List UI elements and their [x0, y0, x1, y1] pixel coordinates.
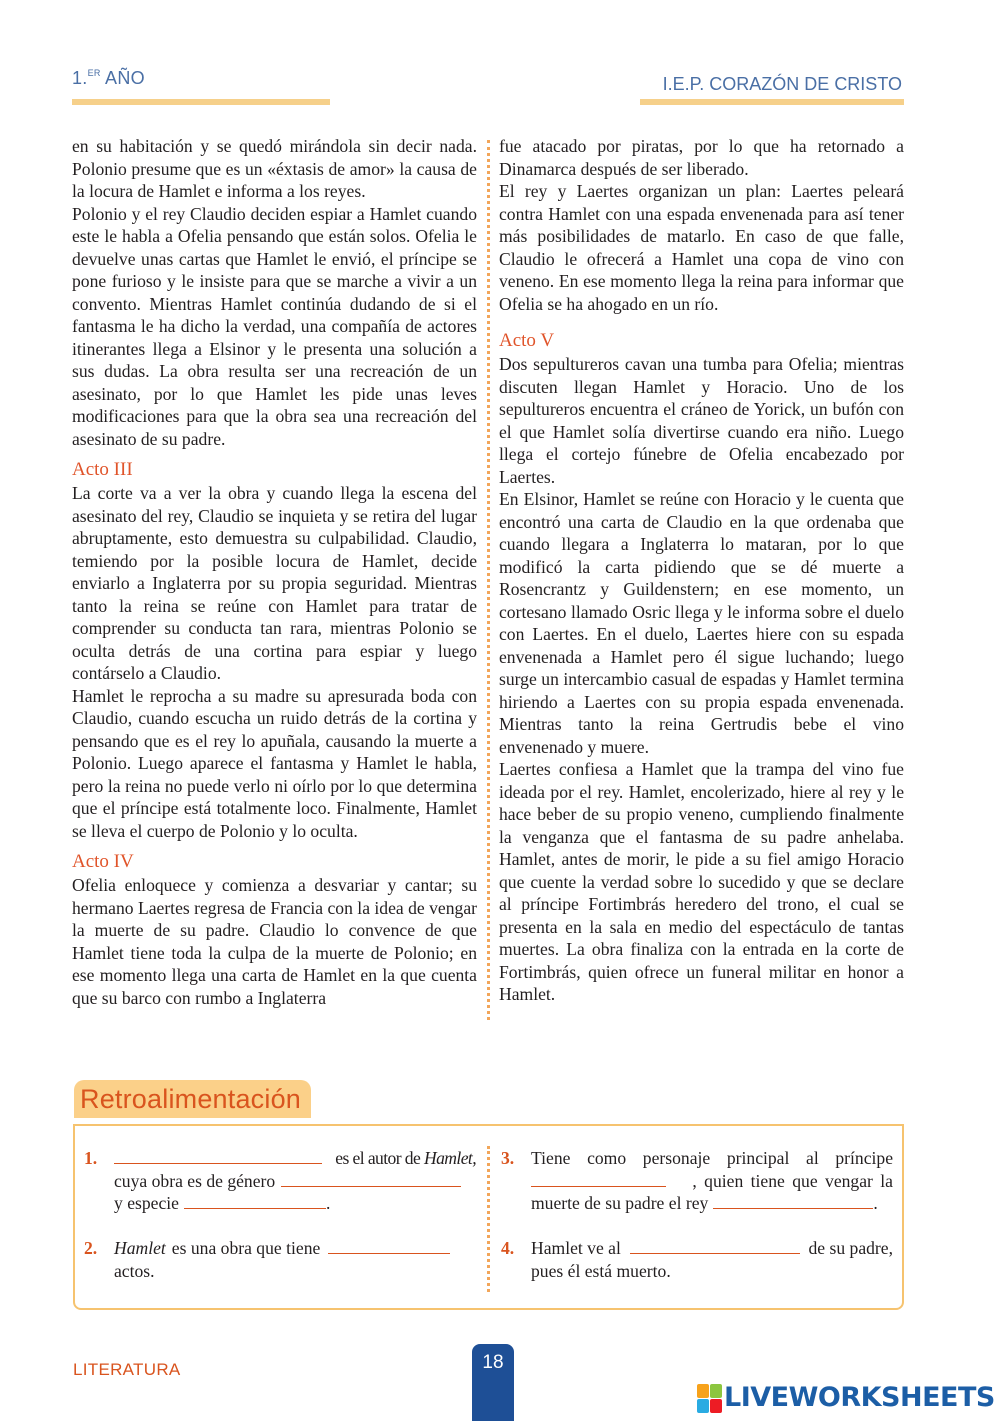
paragraph: Ofelia enloquece y comienza a desvariar y cantar; su hermano Laertes regresa de Francia con la idea de vengar la muerte de su padre. Claudio lo convence de que Hamlet tiene toda la culpa de la muerte de Polonio; en ese momento llega una carta de Hamlet en la que cuenta que su barco con rumbo a Inglaterra — [72, 875, 477, 1008]
answer-blank-king[interactable] — [713, 1193, 873, 1209]
answer-blank-ghost[interactable] — [630, 1238, 800, 1254]
answer-blank-genre[interactable] — [281, 1171, 461, 1187]
q4-text-a: Hamlet ve al — [531, 1238, 621, 1258]
question-number: 4. — [501, 1238, 515, 1258]
q1-text-b: Hamlet, — [424, 1148, 476, 1168]
section-title-acto-iii: Acto III — [72, 459, 133, 480]
header-bar-right — [640, 99, 904, 105]
q1-text-c: cuya obra es de género — [114, 1170, 276, 1191]
left-column — [72, 135, 477, 1009]
column-divider — [487, 140, 491, 1020]
q2-text-b: es una obra que tiene — [171, 1238, 321, 1258]
paragraph: fue atacado por piratas, por lo que ha retornado a Dinamarca después de ser liberado. — [499, 136, 904, 179]
retro-divider — [487, 1146, 491, 1292]
q4-text-c: pues él está muerto. — [531, 1260, 671, 1281]
paragraph: En Elsinor, Hamlet se reúne con Horacio y le cuenta que encontró una carta de Claudio en la que ordenaba que cuando llegara a Inglaterra lo mataran, por lo que modificó la carta pidiendo que se dé muerte a Rosencrantz y Guildenstern; en ese momento, un cortesano llamado Osric llega y le informa sobre el duelo con Laertes. En el duelo, Laertes hiere con su espada envenenada a Hamlet pero él sigue luchando; luego surge un intercambio casual de espadas y Hamlet termina hiriendo a Laertes con su propia espada envenenada. Mientras tanto la reina Gertrudis bebe el vino envenenado y muere. — [499, 489, 904, 757]
subject-label: LITERATURA — [73, 1360, 181, 1379]
answer-blank-prince[interactable] — [531, 1171, 666, 1187]
header-bar-left — [72, 99, 330, 105]
grade-label — [72, 68, 145, 89]
answer-blank-acts[interactable] — [328, 1238, 450, 1254]
q3-text-c: muerte de su padre el rey — [531, 1193, 709, 1213]
grade-number: 1. — [72, 68, 88, 88]
retro-title: Retroalimentación — [74, 1080, 311, 1118]
liveworksheets-blocks-icon — [697, 1384, 721, 1412]
paragraph: Laertes confiesa a Hamlet que la trampa del vino fue ideada por el rey. Hamlet, encolerizado, hiere al rey y le hace beber de su propio veneno, cumpliendo finalmente la venganza que el fantasma de su padre anhelaba. Hamlet, antes de morir, le pide a su fiel amigo Horacio que cuente la verdad sobre lo sucedido y que se declare al príncipe Fortimbrás heredero del trono, el cual se presenta en la sala en medio del espectáculo de tantas muertes. La obra finaliza con la entrada en la corte de Fortimbrás, quien ofrece un funeral militar en honor a Hamlet. — [499, 759, 904, 1004]
page-number: 18 — [482, 1352, 504, 1373]
q1-text-a: es el autor de — [335, 1148, 421, 1168]
paragraph: Dos sepultureros cavan una tumba para Ofelia; mientras discuten llegan Hamlet y Horacio. Uno de los sepultureros encuentra el cráneo de Yorick, un bufón con el que Hamlet solía divertirse cuando era niño. Luego llega el cortejo fúnebre de Ofelia encabezado por Laertes. — [499, 354, 904, 487]
school-name: I.E.P. CORAZÓN DE CRISTO — [662, 74, 902, 94]
section-title-acto-v: Acto V — [499, 330, 555, 351]
q2-text-c: actos. — [114, 1260, 155, 1281]
q3-text-d: . — [873, 1193, 878, 1213]
liveworksheets-brand: LIVEWORKSHEETS — [724, 1382, 995, 1413]
paragraph: en su habitación y se quedó mirándola sin decir nada. Polonio presume que es un «éxtasis de amor» la causa de la locura de Hamlet e informa a los reyes. — [72, 136, 477, 201]
q1-text-e: . — [325, 1193, 331, 1213]
q3-text-a: Tiene como personaje principal al príncipe — [531, 1148, 893, 1168]
section-title-acto-iv: Acto IV — [72, 851, 134, 872]
q2-text-a: Hamlet — [114, 1238, 166, 1258]
answer-blank-species[interactable] — [184, 1193, 326, 1209]
question-number: 2. — [84, 1238, 98, 1258]
liveworksheets-logo — [697, 1384, 995, 1412]
paragraph: El rey y Laertes organizan un plan: Laertes peleará contra Hamlet con una espada envenenada para así tener más posibilidades de matarlo. En caso de que falle, Claudio le ofrecerá a Hamlet una copa de vino con veneno. En ese momento llega la reina para informar que Ofelia se ha ahogado en un río. — [499, 181, 904, 314]
answer-blank-author[interactable] — [114, 1148, 322, 1164]
paragraph: Polonio y el rey Claudio deciden espiar a Hamlet cuando este le habla a Ofelia pensando que están solos. Ofelia le devuelve unas cartas que Hamlet le envió, el príncipe se pone furioso y le insiste para que se marche a vivir a un convento. Mientras Hamlet continúa dudando de si el fantasma le ha dicho la verdad, una compañía de actores itinerantes llega a Elsinor y le presenta una solución a sus dudas. La obra resulta ser una recreación de un asesinato, por lo que Hamlet les pide unas leves modificaciones para que la obra sea una recreación del asesinato de su padre. — [72, 203, 477, 449]
question-number: 1. — [84, 1148, 98, 1168]
q3-text-b: , quien tiene que vengar la — [692, 1170, 893, 1191]
q1-text-d: y especie — [114, 1193, 179, 1213]
q4-text-b: de su padre, — [808, 1238, 893, 1258]
grade-word: AÑO — [105, 68, 145, 88]
right-column — [499, 135, 904, 1006]
question-number: 3. — [501, 1148, 515, 1168]
paragraph: La corte va a ver la obra y cuando llega la escena del asesinato del rey, Claudio se inquieta y se retira del lugar abruptamente, esto demuestra su culpabilidad. Claudio, temiendo por la posible locura de Hamlet, decide enviarlo a Inglaterra por su propia seguridad. Mientras tanto la reina se reúne con Hamlet para tratar de comprender su conducta tan rara, mientras Polonio se oculta detrás de una cortina para espiar y luego contárselo a Claudio. — [72, 483, 477, 683]
grade-sup: ER — [87, 68, 101, 78]
paragraph: Hamlet le reprocha a su madre su apresurada boda con Claudio, cuando escucha un ruido detrás de la cortina y pensando que es el rey lo apuñala, causando la muerte a Polonio. Luego aparece el fantasma y Hamlet le habla, pero la reina no puede verlo ni oírlo por lo que determina que el príncipe está totalmente loco. Finalmente, Hamlet se lleva el cuerpo de Polonio y lo oculta. — [72, 685, 477, 841]
